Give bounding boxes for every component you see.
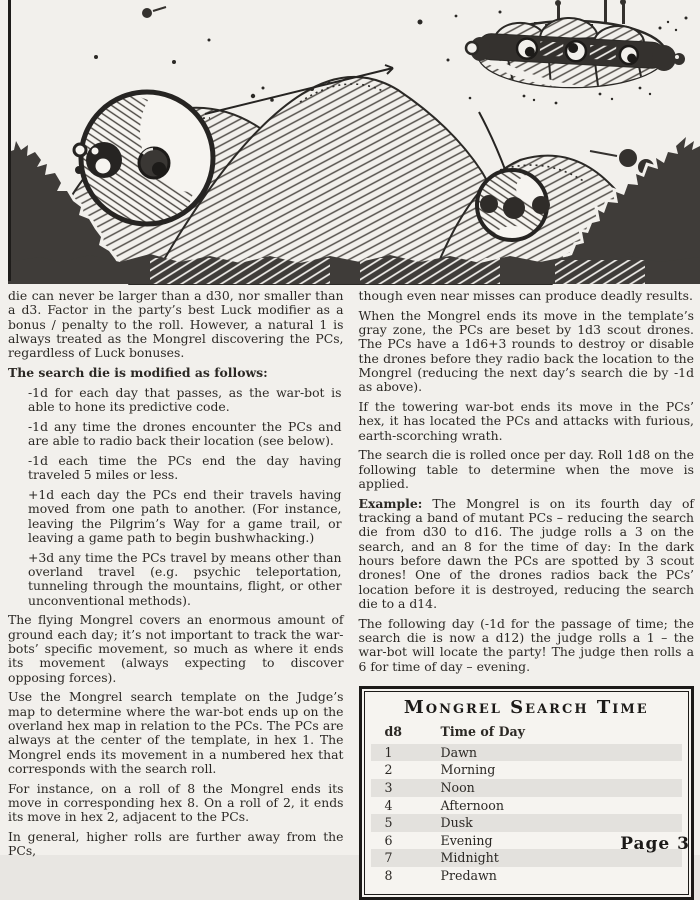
time-cell: Midnight xyxy=(440,850,499,866)
paragraph: The search die is rolled once per day. Roll 1d8 on the following table to determine when the move is applied. xyxy=(358,447,694,492)
modifier-item: -1d any time the drones encounter the PCs and are able to radio back their location (see below). xyxy=(28,418,342,449)
table-title: Mongrel Search Time xyxy=(403,696,649,718)
section-heading: The search die is modified as follows: xyxy=(8,364,268,380)
example-paragraph xyxy=(359,497,695,611)
time-cell: Morning xyxy=(440,762,496,778)
roll-cell: 5 xyxy=(384,815,393,831)
roll-cell: 2 xyxy=(384,762,393,778)
example-label: Example: xyxy=(358,495,423,511)
time-cell: Noon xyxy=(440,780,475,795)
illustration xyxy=(0,0,700,284)
two-column-text xyxy=(8,289,694,900)
time-cell: Predawn xyxy=(440,867,497,883)
table-row xyxy=(371,779,683,797)
time-cell: Afternoon xyxy=(440,797,504,813)
table-header-row xyxy=(371,723,683,741)
column-header-d8: d8 xyxy=(384,724,403,740)
paragraph: When the Mongrel ends its move in the template’s gray zone, the PCs are beset by 1d3 scout drones. The PCs have a 1d6+3 rounds to destroy or disable the drones before they radio back the location to the Mongrel (reducing the next day’s search die by -1d as above). xyxy=(358,307,694,395)
paragraph: The flying Mongrel covers an enormous amount of ground each day; it’s not important to track the war-bots’ specific movement, so much as where it ends its movement (always expecting to discover opposing forces). xyxy=(8,612,344,685)
time-cell: Dawn xyxy=(440,744,477,760)
paragraph: In general, higher rolls are further away from the PCs, xyxy=(8,829,344,859)
left-frame-rule xyxy=(8,0,11,281)
roll-cell: 7 xyxy=(384,850,393,866)
modifier-item: -1d each time the PCs end the day having traveled 5 miles or less. xyxy=(28,452,342,483)
roll-cell: 4 xyxy=(384,797,393,813)
column-header-time-of-day: Time of Day xyxy=(440,724,525,740)
mongrel-search-time-table xyxy=(359,686,695,900)
table-row xyxy=(371,867,683,885)
paragraph: Use the Mongrel search template on the Judge’s map to determine where the war-bot ends up on the overland hex map in relation to the PCs. The PCs are always at the center of the template, in hex 1. The Mongrel ends its movement in a numbered hex that corresponds with the search roll. xyxy=(8,689,344,776)
time-cell: Evening xyxy=(440,832,493,848)
time-cell: Dusk xyxy=(440,815,473,831)
paragraph: For instance, on a roll of 8 the Mongrel ends its move in corresponding hex 8. On a roll of 2, it ends its move in hex 2, adjacent to the PCs. xyxy=(8,780,344,825)
modifier-item: -1d for each day that passes, as the war-bot is able to hone its predictive code. xyxy=(28,384,342,415)
table-row xyxy=(371,744,683,762)
modifier-item: +1d each day the PCs end their travels having moved from one path to another. (For instance, leaving the Pilgrim’s Way for a game trail, or leaving a game path to begin bushwhacking.) xyxy=(28,487,342,545)
roll-cell: 8 xyxy=(384,867,393,883)
roll-cell: 1 xyxy=(384,744,393,760)
roll-cell: 6 xyxy=(384,832,393,848)
left-column xyxy=(8,289,344,900)
table-row xyxy=(371,761,683,779)
table-row xyxy=(371,814,683,832)
paragraph: die can never be larger than a d30, nor smaller than a d3. Factor in the party’s best Luck modifier as a bonus / penalty to the roll. However, a natural 1 is always treated as the Mongrel discovering the PCs, regardless of Luck bonuses. xyxy=(8,288,344,361)
orb-right-eye xyxy=(139,148,169,178)
modifier-item: +3d any time the PCs travel by means other than overland travel (e.g. psychic teleportation, tunneling through the mountains, flight, or other unconventional methods). xyxy=(28,549,342,608)
paragraph: though even near misses can produce deadly results. xyxy=(358,288,693,303)
example-body: The Mongrel is on its fourth day of tracking a band of mutant PCs – reducing the search die from d30 to d16. The judge rolls a 3 on the search, and an 8 for the time of day: In the dark hours before dawn the PCs are spotted by 3 scout drones! One of the drones radios back the PCs’ location before it is destroyed, reducing the search die to a d14. xyxy=(358,495,694,611)
paragraph: If the towering war-bot ends its move in the PCs’ hex, it has located the PCs and attacks with furious, earth-scorching wrath. xyxy=(358,399,694,443)
roll-cell: 3 xyxy=(384,780,393,795)
table-row xyxy=(371,797,683,815)
page-number: Page 3 xyxy=(620,834,690,854)
paragraph: The following day (-1d for the passage of time; the search die is now a d12) the judge rolls a 1 – the war-bot will locate the party! The judge then rolls a 6 for time of day – evening. xyxy=(358,615,694,674)
orb-left-eye xyxy=(86,142,122,178)
right-column xyxy=(359,289,695,900)
